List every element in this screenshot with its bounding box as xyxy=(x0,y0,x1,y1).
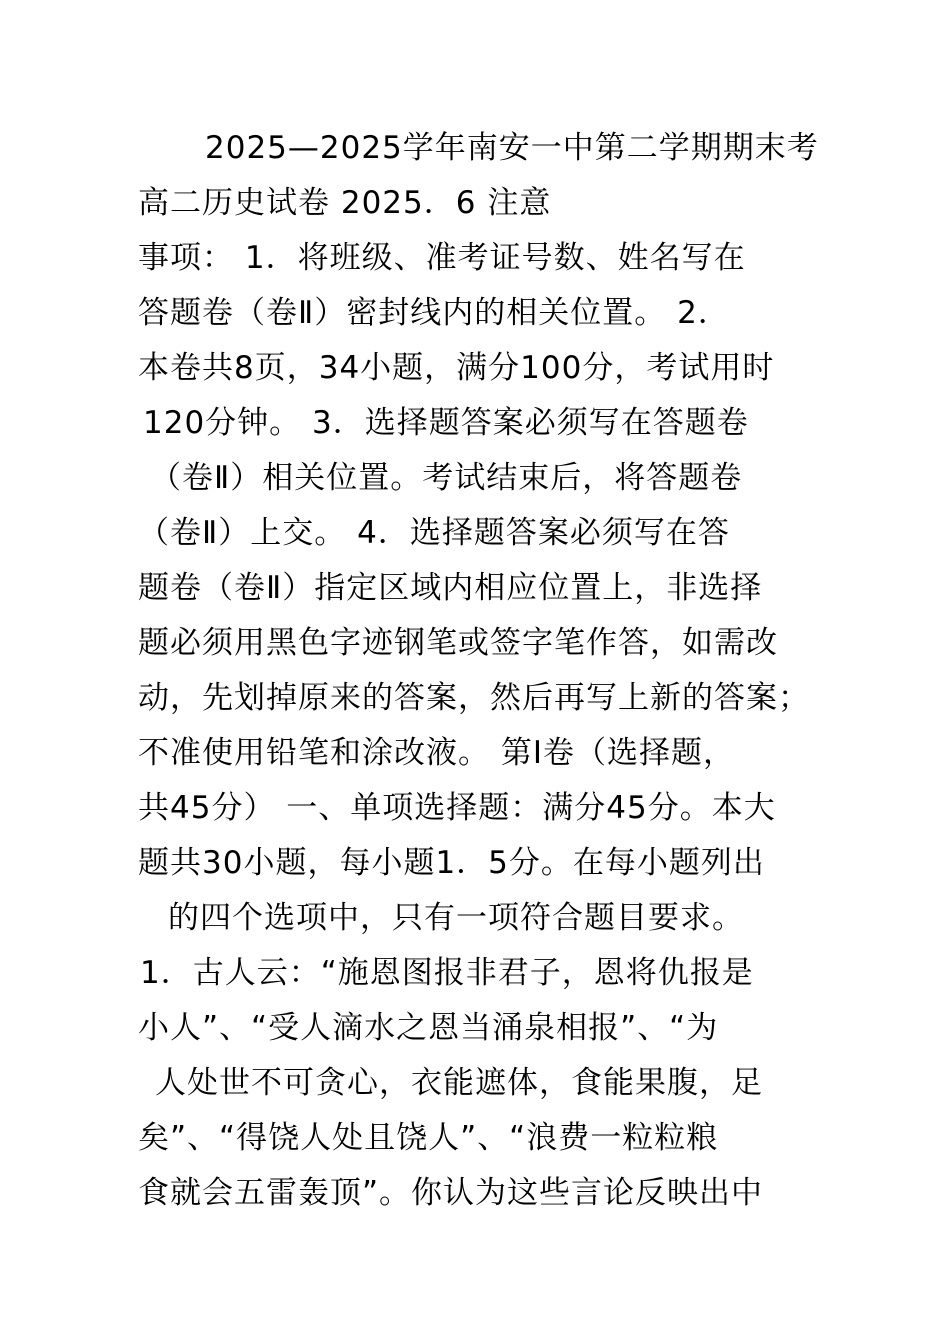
question-1-line-2: 小人”、“受人滴水之恩当涌泉相报”、“为 xyxy=(138,1010,719,1046)
notice-line-8: 题必须用黑色字迹钢笔或签字笔作答，如需改 xyxy=(138,625,778,661)
notice-line-7: 题卷（卷Ⅱ）指定区域内相应位置上，非选择 xyxy=(138,570,763,606)
section-intro-line-1: 共45分） 一、单项选择题：满分45分。本大 xyxy=(138,790,776,826)
notice-line-5: （卷Ⅱ）相关位置。考试结束后，将答题卷 xyxy=(150,460,743,496)
question-1-line-3: 人处世不可贪心，衣能遮体，食能果腹，足 xyxy=(155,1065,763,1101)
section-intro-line-3: 的四个选项中，只有一项符合题目要求。 xyxy=(168,900,744,936)
notice-line-9: 动，先划掉原来的答案，然后再写上新的答案； xyxy=(138,680,810,716)
notice-line-1: 事项： 1．将班级、准考证号数、姓名写在 xyxy=(138,240,746,276)
section-intro-line-2: 题共30小题，每小题1．5分。在每小题列出 xyxy=(138,845,765,881)
subject-date-line: 高二历史试卷 2025．6 注意 xyxy=(138,185,552,221)
question-1-line-4: 矣”、“得饶人处且饶人”、“浪费一粒粒粮 xyxy=(138,1120,719,1156)
notice-line-3: 本卷共8页，34小题，满分100分，考试用时 xyxy=(138,350,775,386)
notice-line-4: 120分钟。 3．选择题答案必须写在答题卷 xyxy=(143,405,749,441)
notice-line-2: 答题卷（卷Ⅱ）密封线内的相关位置。 2． xyxy=(138,295,730,331)
exam-title-line: 2025—2025学年南安一中第二学期期末考 xyxy=(205,130,819,166)
question-1-line-5: 食就会五雷轰顶”。你认为这些言论反映出中 xyxy=(138,1175,764,1211)
notice-line-6: （卷Ⅱ）上交。 4．选择题答案必须写在答 xyxy=(138,515,730,551)
question-1-line-1: 1．古人云：“施恩图报非君子，恩将仇报是 xyxy=(140,955,754,991)
section-heading-line: 不准使用铅笔和涂改液。 第Ⅰ卷（选择题， xyxy=(138,735,735,771)
